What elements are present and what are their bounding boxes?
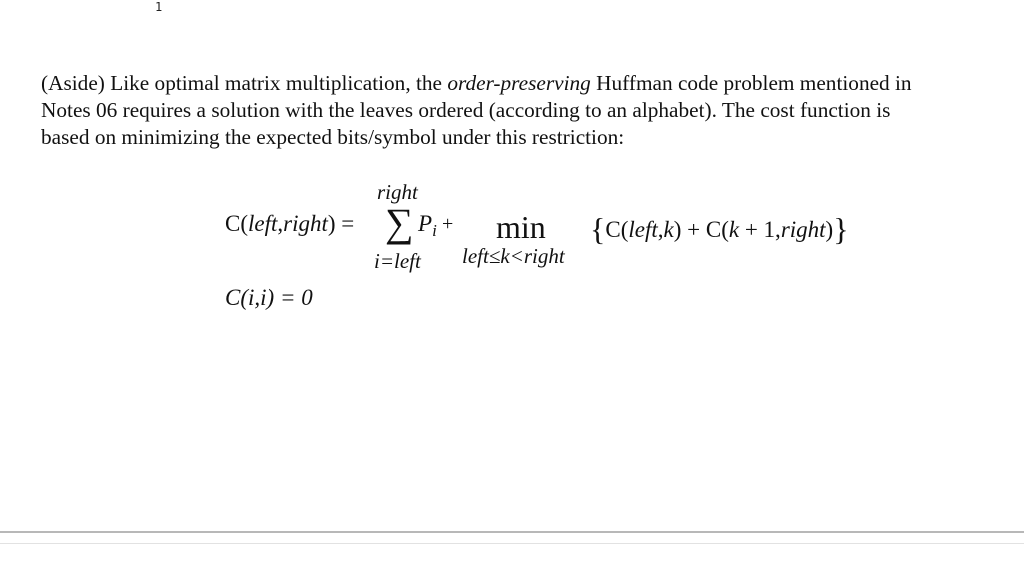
lhs-comma: , bbox=[277, 211, 284, 236]
rhs-comma1: , bbox=[657, 217, 664, 242]
p-subscript: i bbox=[432, 221, 437, 240]
rhs-arg2-k: k bbox=[728, 217, 740, 242]
lhs-arg-right: right bbox=[283, 211, 328, 236]
rhs-mid: ) + C( bbox=[673, 217, 729, 242]
page-bottom-divider-light bbox=[0, 543, 1024, 544]
plus-sign: + bbox=[442, 213, 454, 235]
sum-upper-limit: right bbox=[377, 180, 418, 204]
summation-sign: ∑ bbox=[385, 200, 414, 245]
line1-pre-text: (Aside) Like optimal matrix multiplication, the bbox=[41, 71, 448, 95]
probability-term bbox=[418, 211, 437, 240]
p-base: P bbox=[418, 211, 433, 236]
page-number: 1 bbox=[155, 0, 163, 14]
lhs-close-equals: ) = bbox=[327, 211, 355, 236]
aside-paragraph bbox=[41, 70, 1024, 151]
rhs-arg1-k: k bbox=[663, 217, 674, 242]
page-bottom-divider bbox=[0, 531, 1024, 533]
sum-lower-limit: i=left bbox=[374, 249, 421, 273]
base-case-formula: C(i,i) = 0 bbox=[225, 285, 313, 310]
rhs-arg2-right: right bbox=[780, 217, 826, 242]
rhs-arg1-left: left bbox=[628, 217, 658, 242]
rhs-close-paren: ) bbox=[825, 217, 834, 242]
open-brace: { bbox=[590, 211, 606, 247]
formula-rhs bbox=[590, 210, 849, 247]
paragraph-line-3: based on minimizing the expected bits/symbol under this restriction: bbox=[41, 125, 625, 149]
paragraph-line-2: Notes 06 requires a solution with the leaves ordered (according to an alphabet). The cost function is bbox=[41, 98, 891, 122]
formula-lhs bbox=[225, 212, 354, 235]
min-range: left≤k<right bbox=[462, 244, 565, 268]
close-brace: } bbox=[833, 211, 849, 247]
order-preserving-term: order-preserving bbox=[447, 71, 591, 95]
rhs-plus-one: + 1, bbox=[739, 217, 781, 242]
rhs-c1-open: C( bbox=[605, 217, 629, 242]
lhs-arg-left: left bbox=[248, 211, 278, 236]
min-operator: min bbox=[496, 209, 546, 245]
paragraph-line-1 bbox=[41, 70, 1024, 97]
lhs-c-open: C( bbox=[225, 211, 248, 236]
line1-post-text: Huffman code problem mentioned in bbox=[590, 71, 912, 95]
